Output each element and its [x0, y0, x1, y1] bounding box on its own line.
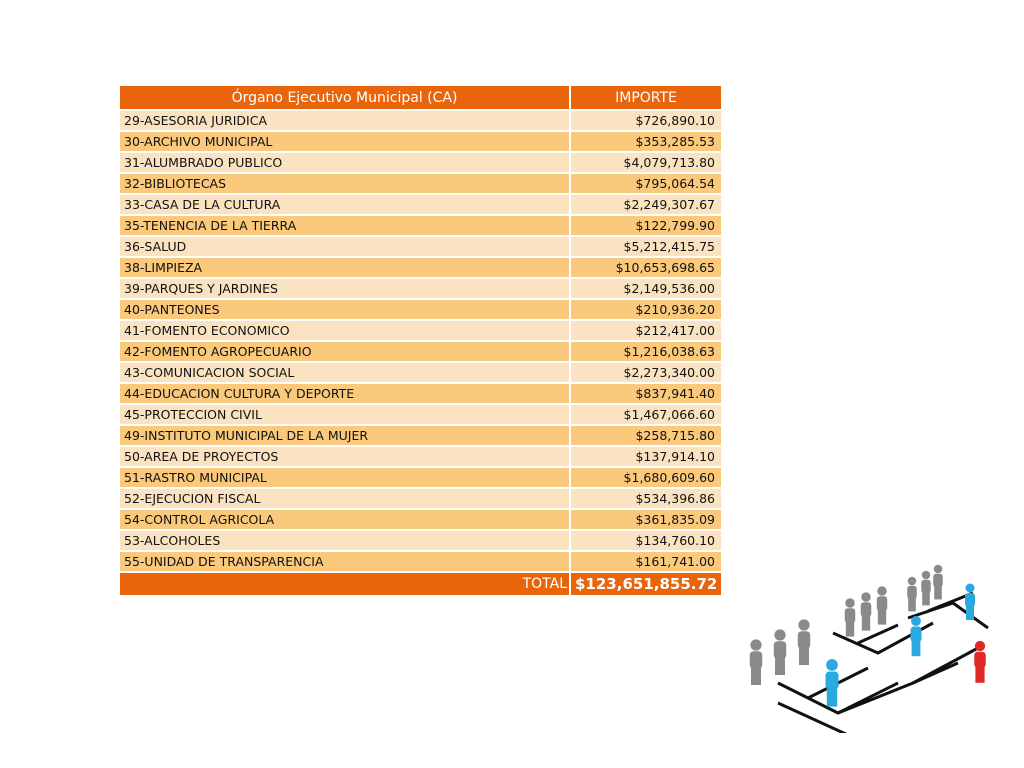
table-row: [120, 509, 721, 530]
row-amount: $1,680,609.60: [570, 467, 721, 488]
column-header-amount: IMPORTE: [570, 86, 721, 110]
table-row: [120, 152, 721, 173]
row-organ-name: 45-PROTECCION CIVIL: [120, 404, 570, 425]
table-header-row: [120, 86, 721, 110]
row-amount: $258,715.80: [570, 425, 721, 446]
table-row: [120, 383, 721, 404]
table-row: [120, 530, 721, 551]
person-figure: [750, 639, 763, 685]
row-organ-name: 52-EJECUCION FISCAL: [120, 488, 570, 509]
row-organ-name: 31-ALUMBRADO PUBLICO: [120, 152, 570, 173]
table-row: [120, 110, 721, 131]
row-amount: $1,467,066.60: [570, 404, 721, 425]
person-figure: [877, 586, 888, 624]
total-label: TOTAL: [120, 572, 570, 596]
row-amount: $2,249,307.67: [570, 194, 721, 215]
person-figure: [911, 616, 922, 656]
row-organ-name: 38-LIMPIEZA: [120, 257, 570, 278]
row-organ-name: 53-ALCOHOLES: [120, 530, 570, 551]
table-row: [120, 194, 721, 215]
table-row: [120, 320, 721, 341]
table-row: [120, 551, 721, 572]
table-row: [120, 425, 721, 446]
row-organ-name: 40-PANTEONES: [120, 299, 570, 320]
row-organ-name: 49-INSTITUTO MUNICIPAL DE LA MUJER: [120, 425, 570, 446]
table-row: [120, 278, 721, 299]
row-organ-name: 35-TENENCIA DE LA TIERRA: [120, 215, 570, 236]
row-organ-name: 33-CASA DE LA CULTURA: [120, 194, 570, 215]
row-amount: $4,079,713.80: [570, 152, 721, 173]
row-amount: $161,741.00: [570, 551, 721, 572]
row-amount: $353,285.53: [570, 131, 721, 152]
row-organ-name: 42-FOMENTO AGROPECUARIO: [120, 341, 570, 362]
table-row: [120, 404, 721, 425]
row-amount: $134,760.10: [570, 530, 721, 551]
table-row: [120, 236, 721, 257]
budget-table: [120, 86, 721, 597]
row-organ-name: 51-RASTRO MUNICIPAL: [120, 467, 570, 488]
row-amount: $2,149,536.00: [570, 278, 721, 299]
row-amount: $534,396.86: [570, 488, 721, 509]
person-figure: [933, 565, 943, 600]
row-amount: $2,273,340.00: [570, 362, 721, 383]
row-amount: $1,216,038.63: [570, 341, 721, 362]
table-row: [120, 488, 721, 509]
person-figure: [974, 641, 986, 683]
person-figure: [798, 619, 811, 665]
person-figure: [826, 659, 839, 706]
table-total-row: [120, 572, 721, 596]
row-amount: $137,914.10: [570, 446, 721, 467]
table-row: [120, 446, 721, 467]
table-body: [120, 110, 721, 572]
row-amount: $212,417.00: [570, 320, 721, 341]
row-organ-name: 55-UNIDAD DE TRANSPARENCIA: [120, 551, 570, 572]
row-organ-name: 39-PARQUES Y JARDINES: [120, 278, 570, 299]
table-row: [120, 467, 721, 488]
person-figure: [861, 592, 872, 630]
row-organ-name: 43-COMUNICACION SOCIAL: [120, 362, 570, 383]
table-row: [120, 257, 721, 278]
row-organ-name: 54-CONTROL AGRICOLA: [120, 509, 570, 530]
person-figure: [845, 598, 856, 636]
row-organ-name: 44-EDUCACION CULTURA Y DEPORTE: [120, 383, 570, 404]
row-amount: $361,835.09: [570, 509, 721, 530]
row-amount: $726,890.10: [570, 110, 721, 131]
person-figure: [965, 584, 975, 621]
row-amount: $837,941.40: [570, 383, 721, 404]
total-amount: $123,651,855.72: [570, 572, 721, 596]
row-organ-name: 41-FOMENTO ECONOMICO: [120, 320, 570, 341]
table-row: [120, 341, 721, 362]
person-figure: [921, 571, 931, 606]
row-amount: $795,064.54: [570, 173, 721, 194]
row-organ-name: 50-AREA DE PROYECTOS: [120, 446, 570, 467]
org-chart-people-icon: [738, 563, 998, 733]
row-organ-name: 32-BIBLIOTECAS: [120, 173, 570, 194]
row-organ-name: 36-SALUD: [120, 236, 570, 257]
person-figure: [774, 629, 787, 675]
row-organ-name: 30-ARCHIVO MUNICIPAL: [120, 131, 570, 152]
row-amount: $210,936.20: [570, 299, 721, 320]
row-amount: $10,653,698.65: [570, 257, 721, 278]
row-amount: $122,799.90: [570, 215, 721, 236]
table-row: [120, 362, 721, 383]
row-organ-name: 29-ASESORIA JURIDICA: [120, 110, 570, 131]
table-row: [120, 299, 721, 320]
table-row: [120, 131, 721, 152]
column-header-organ: Órgano Ejecutivo Municipal (CA): [120, 86, 570, 110]
table-row: [120, 215, 721, 236]
table-row: [120, 173, 721, 194]
person-figure: [907, 577, 917, 612]
row-amount: $5,212,415.75: [570, 236, 721, 257]
